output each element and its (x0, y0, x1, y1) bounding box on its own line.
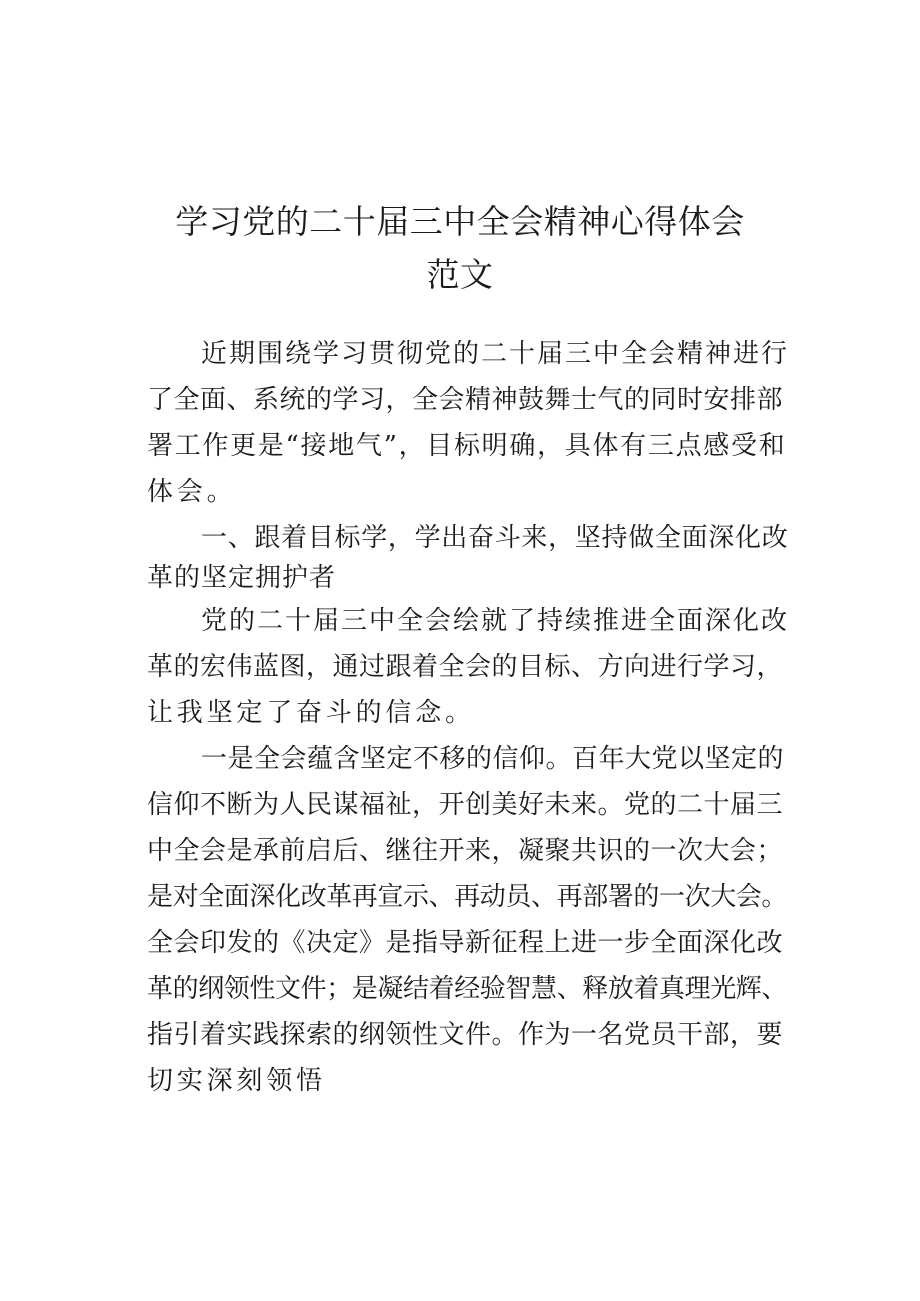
intro-line-2: 了全面、系统的学习，全会精神鼓舞士气的同时安排部 (147, 385, 784, 415)
para2-line-3: 中全会是承前启后、继往开来，凝聚共识的一次大会； (147, 836, 784, 866)
para1-line-3: 让我坚定了奋斗的信念。 (147, 698, 475, 728)
para1-line-2: 革的宏伟蓝图，通过跟着全会的目标、方向进行学习， (147, 652, 784, 682)
para2-line-5: 全会印发的《决定》是指导新征程上进一步全面深化改 (147, 928, 784, 958)
intro-line-3: 署工作更是“接地气”，目标明确，具体有三点感受和 (147, 431, 787, 461)
intro-line-4: 体会。 (147, 477, 237, 507)
intro-line-1: 近期围绕学习贯彻党的二十届三中全会精神进行 (201, 339, 790, 369)
para1-line-1: 党的二十届三中全会绘就了持续推进全面深化改 (201, 606, 790, 636)
para2-line-6: 革的纲领性文件；是凝结着经验智慧、释放着真理光辉、 (147, 974, 788, 1004)
para2-line-4: 是对全面深化改革再宣示、再动员、再部署的一次大会。 (147, 882, 788, 912)
document-title-line-1: 学习党的二十届三中全会精神心得体会 (175, 202, 745, 241)
section-heading-line-1: 一、跟着目标学，学出奋斗来，坚持做全面深化改 (201, 523, 789, 553)
para2-line-7: 指引着实践探索的纲领性文件。作为一名党员干部，要 (147, 1020, 784, 1050)
section-heading-line-2: 革的坚定拥护者 (147, 563, 337, 593)
para2-line-8: 切实深刻领悟 (147, 1066, 326, 1096)
document-title-line-2: 范文 (426, 255, 494, 294)
para2-line-2: 信仰不断为人民谋福祉，开创美好未来。党的二十届三 (147, 790, 784, 820)
para2-line-1: 一是全会蕴含坚定不移的信仰。百年大党以坚定的 (201, 744, 785, 774)
